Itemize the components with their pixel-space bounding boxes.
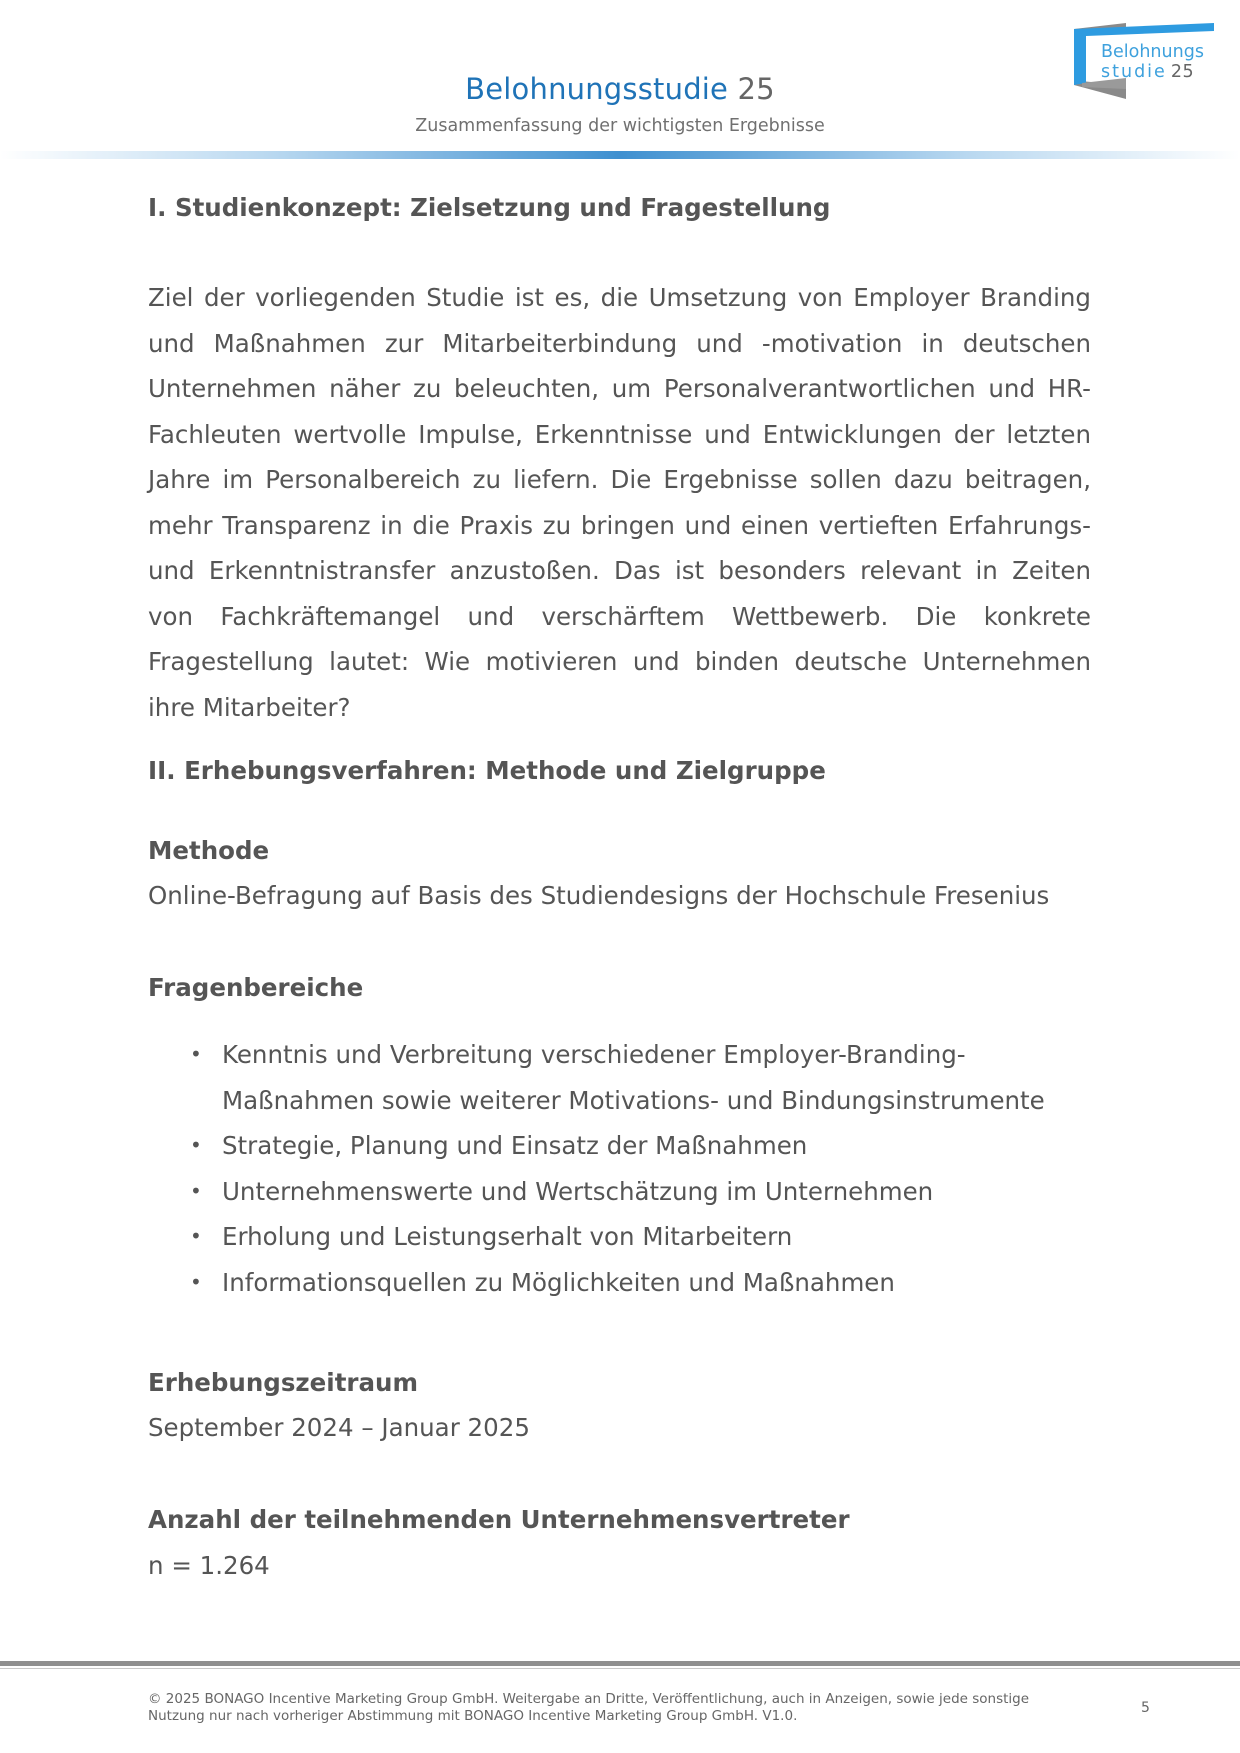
topics-heading: Fragenbereiche xyxy=(148,973,364,1002)
method-text: Online-Befragung auf Basis des Studiendesigns der Hochschule Fresenius xyxy=(148,881,1050,910)
document-title-text: Belohnungsstudie xyxy=(465,72,729,106)
list-item xyxy=(190,1214,1070,1260)
bullet-icon: • xyxy=(190,1269,202,1294)
topics-list xyxy=(190,1032,1070,1305)
logo-text-studie: studie xyxy=(1101,62,1167,82)
period-heading: Erhebungszeitraum xyxy=(148,1368,418,1397)
participants-text: n = 1.264 xyxy=(148,1551,270,1580)
topic-text: Erholung und Leistungserhalt von Mitarbeitern xyxy=(222,1222,793,1251)
footer-divider-thin xyxy=(0,1668,1240,1669)
logo-text-line2 xyxy=(1101,62,1194,82)
footer-divider xyxy=(0,1661,1240,1666)
document-title xyxy=(0,72,1240,106)
participants-heading: Anzahl der teilnehmenden Unternehmensvertreter xyxy=(148,1505,850,1534)
list-item xyxy=(190,1169,1070,1215)
list-item xyxy=(190,1032,1070,1123)
method-heading: Methode xyxy=(148,836,270,865)
topic-text: Informationsquellen zu Möglichkeiten und Maßnahmen xyxy=(222,1267,895,1297)
document-title-number: 25 xyxy=(737,72,775,106)
bullet-icon: • xyxy=(190,1224,202,1248)
logo-text-line1: Belohnungs xyxy=(1101,42,1204,62)
period-text: September 2024 – Januar 2025 xyxy=(148,1413,530,1442)
bullet-icon: • xyxy=(190,1133,202,1157)
topic-text: Unternehmenswerte und Wertschätzung im Unternehmen xyxy=(222,1176,934,1206)
document-subtitle: Zusammenfassung der wichtigsten Ergebnisse xyxy=(415,116,825,136)
topic-text: Strategie, Planung und Einsatz der Maßnahmen xyxy=(222,1131,808,1160)
list-item xyxy=(190,1123,1070,1169)
bullet-icon: • xyxy=(190,1042,202,1066)
topic-text: Kenntnis und Verbreitung verschiedener Employer-Branding-Maßnahmen sowie weiterer Motivations- und Bindungsinstrumente xyxy=(222,1040,1045,1115)
section2-heading: II. Erhebungsverfahren: Methode und Zielgruppe xyxy=(148,756,826,785)
page-number: 5 xyxy=(1141,1700,1150,1716)
section1-heading: I. Studienkonzept: Zielsetzung und Fragestellung xyxy=(148,193,831,222)
section1-paragraph: Ziel der vorliegenden Studie ist es, die Umsetzung von Employer Branding und Maßnahmen zur Mitarbeiterbindung und -motivation in deutschen Unternehmen näher zu beleuchten, um Personalverantwortlichen und HR-Fachleuten wertvolle Impulse, Erkenntnisse und Entwicklungen der letzten Jahre im Personalbereich zu liefern. Die Ergebnisse sollen dazu beitragen, mehr Transparenz in die Praxis zu bringen und einen vertieften Erfahrungs- und Erkenntnistransfer anzustoßen. Das ist besonders relevant in Zeiten von Fachkräftemangel und verschärftem Wettbewerb. Die konkrete Fragestellung lautet: Wie motivieren und binden deutsche Unternehmen ihre Mitarbeiter? xyxy=(148,283,1091,722)
header-divider xyxy=(0,151,1240,159)
footer-copyright: © 2025 BONAGO Incentive Marketing Group GmbH. Weitergabe an Dritte, Veröffentlichung, auch in Anzeigen, sowie jede sonstige Nutzung nur nach vorheriger Abstimmung mit BONAGO Incentive Marketing Group GmbH. V1.0. xyxy=(148,1691,1030,1724)
bullet-icon: • xyxy=(190,1178,202,1203)
list-item xyxy=(190,1260,1070,1306)
logo-number: 25 xyxy=(1170,62,1195,82)
